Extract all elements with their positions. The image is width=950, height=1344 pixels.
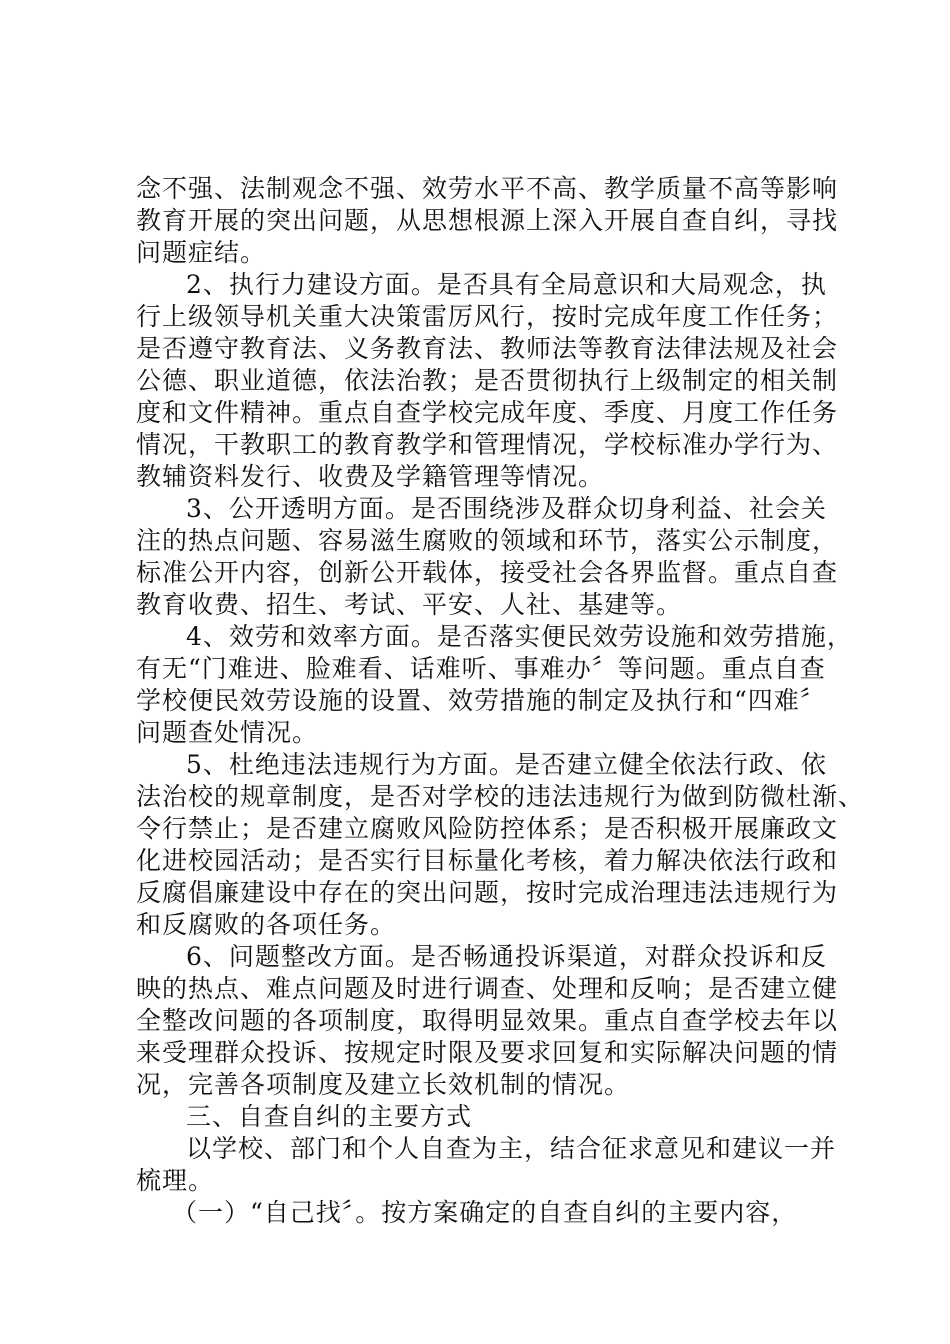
- text-line: 教育收费、招生、考试、平安、人社、基建等。: [136, 590, 683, 619]
- text-line: 来受理群众投诉、按规定时限及要求回复和实际解决问题的情: [136, 1038, 839, 1067]
- text-line: 公德、职业道德，依法治教；是否贯彻执行上级制定的相关制: [136, 366, 839, 395]
- text-line: 是否遵守教育法、义务教育法、教师法等教育法律法规及社会: [136, 334, 839, 363]
- text-line: 全整改问题的各项制度，取得明显效果。重点自查学校去年以: [136, 1006, 839, 1035]
- text-line: 问题查处情况。: [136, 718, 319, 747]
- paragraph-start: 2、执行力建设方面。是否具有全局意识和大局观念，执: [186, 270, 827, 299]
- text-line: 有无“门难进、脸难看、话难听、事难办〞等问题。重点自查: [136, 654, 826, 683]
- text-line: 问题症结。: [136, 238, 267, 267]
- text-line: 度和文件精神。重点自查学校完成年度、季度、月度工作任务: [136, 398, 839, 427]
- paragraph-start: 以学校、部门和个人自查为主，结合征求意见和建议一并: [186, 1134, 837, 1163]
- text-line: 标准公开内容，创新公开载体，接受社会各界监督。重点自查: [136, 558, 839, 587]
- paragraph-start: 3、公开透明方面。是否围绕涉及群众切身利益、社会关: [186, 494, 827, 523]
- paragraph-start: 4、效劳和效率方面。是否落实便民效劳设施和效劳措施，: [186, 622, 853, 651]
- text-line: 反腐倡廉建设中存在的突出问题，按时完成治理违法违规行为: [136, 878, 839, 907]
- section-heading: 三、自查自纠的主要方式: [186, 1102, 473, 1131]
- text-line: 教育开展的突出问题，从思想根源上深入开展自查自纠，寻找: [136, 206, 839, 235]
- text-line: 念不强、法制观念不强、效劳水平不高、教学质量不高等影响: [136, 174, 839, 203]
- text-line: 映的热点、难点问题及时进行调查、处理和反响；是否建立健: [136, 974, 839, 1003]
- text-line: 法治校的规章制度，是否对学校的违法违规行为做到防微杜渐、: [136, 782, 865, 811]
- paragraph-start: 6、问题整改方面。是否畅通投诉渠道，对群众投诉和反: [186, 942, 827, 971]
- text-line: 行上级领导机关重大决策雷厉风行，按时完成年度工作任务；: [136, 302, 839, 331]
- text-line: 注的热点问题、容易滋生腐败的领域和环节，落实公示制度，: [136, 526, 839, 555]
- document-body: [136, 173, 865, 1229]
- paragraph-start: 5、杜绝违法违规行为方面。是否建立健全依法行政、依: [186, 750, 827, 779]
- text-line: 化进校园活动；是否实行目标量化考核，着力解决依法行政和: [136, 846, 839, 875]
- text-line: 梳理。: [136, 1166, 215, 1195]
- text-line: 教辅资料发行、收费及学籍管理等情况。: [136, 462, 605, 491]
- text-line: 学校便民效劳设施的设置、效劳措施的制定及执行和“四难〞: [136, 686, 826, 715]
- text-line: 况，完善各项制度及建立长效机制的情况。: [136, 1070, 631, 1099]
- text-line: 令行禁止；是否建立腐败风险防控体系；是否积极开展廉政文: [136, 814, 839, 843]
- text-line: 和反腐败的各项任务。: [136, 910, 397, 939]
- subsection-start: （一）“自己找〞。按方案确定的自查自纠的主要内容，: [172, 1198, 798, 1227]
- text-line: 情况，干教职工的教育教学和管理情况，学校标准办学行为、: [136, 430, 839, 459]
